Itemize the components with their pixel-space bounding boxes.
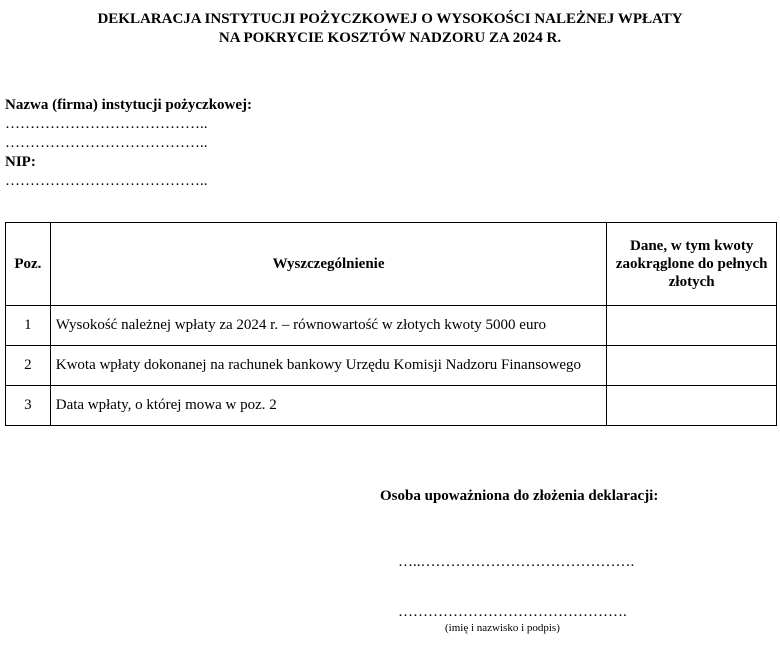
institution-name-label: Nazwa (firma) instytucji pożyczkowej: [5,97,253,113]
table-row [6,386,777,426]
table-row [6,306,777,346]
institution-name-line-1: ………………………………….. [5,116,208,132]
header-data-line-1: Dane, w tym kwoty [630,238,754,254]
header-poz: Poz. [6,223,51,306]
header-description: Wyszczególnienie [50,223,607,306]
signature-dots-line-1: …..……………………………………. [398,554,635,570]
row-value-cell[interactable] [607,346,777,386]
table-row [6,346,777,386]
document-title-line-2: NA POKRYCIE KOSZTÓW NADZORU ZA 2024 R. [218,30,562,46]
nip-label: NIP: [5,154,36,170]
row-description: Kwota wpłaty dokonanej na rachunek bankowy Urzędu Komisji Nadzoru Finansowego [50,346,607,386]
row-number: 2 [6,346,51,386]
table-header-row [6,223,777,306]
header-data-line-2: zaokrąglone do pełnych [615,256,768,272]
nip-line: ………………………………….. [5,173,208,189]
institution-name-line-2: ………………………………….. [5,135,208,151]
signature-caption: (imię i nazwisko i podpis) [445,622,560,634]
row-value-cell[interactable] [607,386,777,426]
row-number: 3 [6,386,51,426]
header-data [607,223,777,306]
signature-dots-line-2: ………………………………………. [398,604,627,620]
declaration-table [5,222,777,426]
institution-fields [5,96,252,191]
row-value-cell[interactable] [607,306,777,346]
signature-label: Osoba upoważniona do złożenia deklaracji: [380,488,659,504]
header-data-line-3: złotych [668,274,715,290]
document-title-line-1: DEKLARACJA INSTYTUCJI POŻYCZKOWEJ O WYSOKOŚCI NALEŻNEJ WPŁATY [97,11,683,27]
row-description: Wysokość należnej wpłaty za 2024 r. – równowartość w złotych kwoty 5000 euro [50,306,607,346]
row-number: 1 [6,306,51,346]
row-description: Data wpłaty, o której mowa w poz. 2 [50,386,607,426]
